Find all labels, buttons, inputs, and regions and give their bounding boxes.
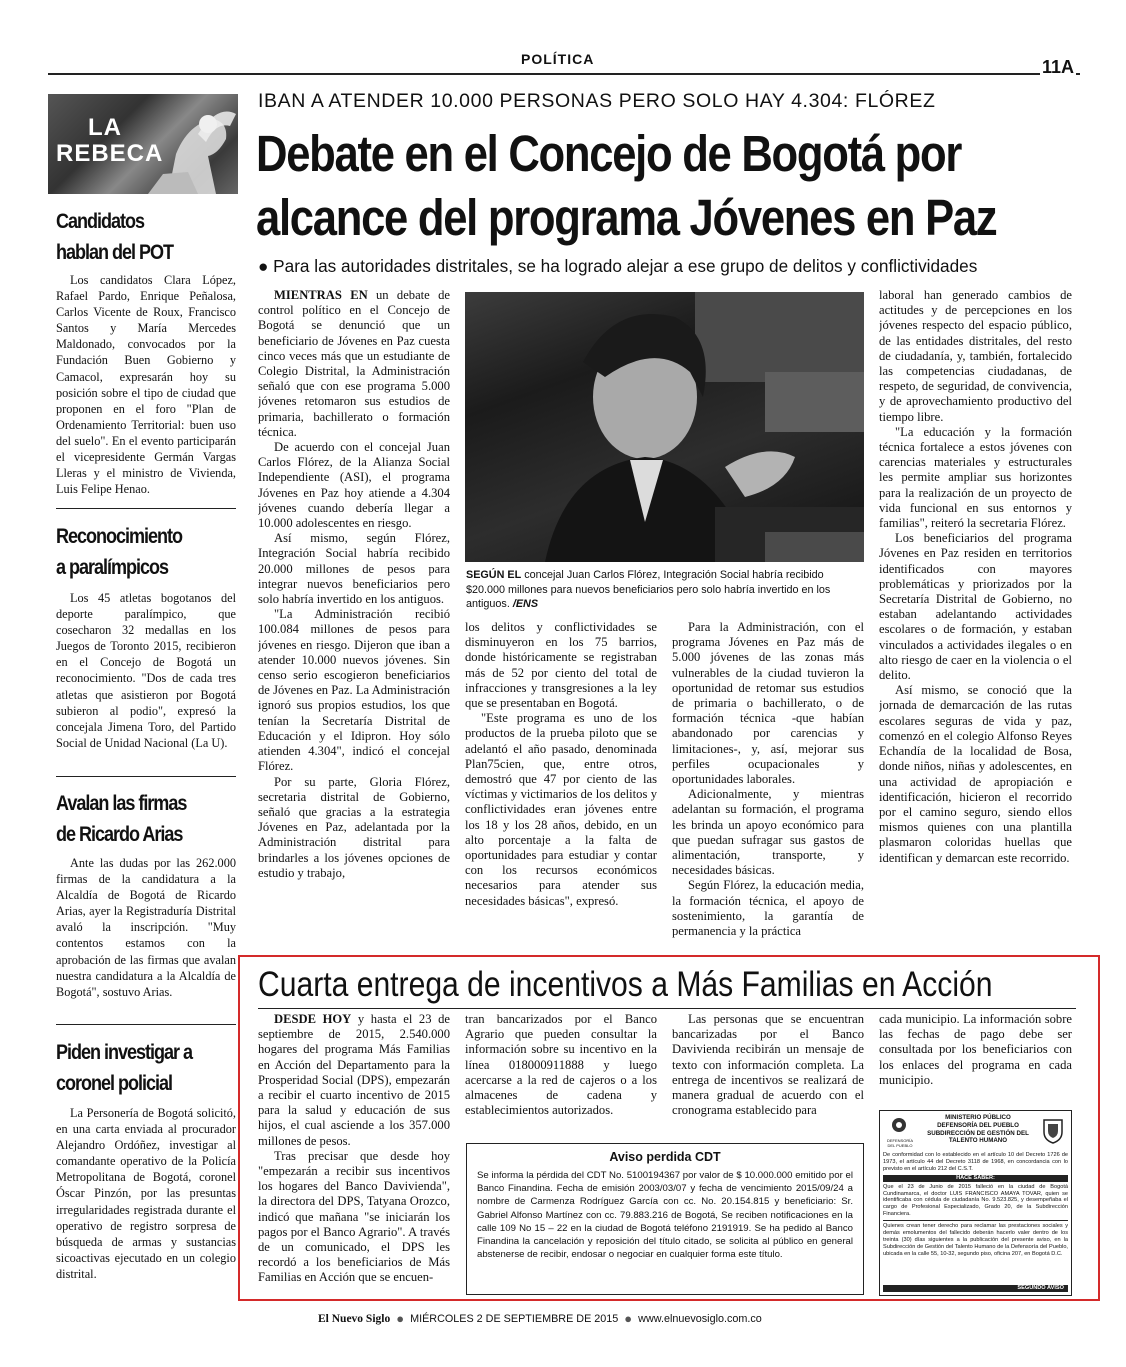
paper-name: El Nuevo Siglo xyxy=(318,1312,391,1325)
speaker-photo-icon xyxy=(465,292,864,562)
sidebar-item-title: Candidatos xyxy=(56,210,145,233)
paragraph: Tras precisar que desde hoy "empezarán a recibir sus incentivos los hogares del Banco Davivienda", la directora del DPS, Tatyana Orozco, indicó que mañana "se iniciarán los pagos por el Banco Agrario". A través de un comunicado, el DPS les recordó a los beneficiarios de Más Familias en Acción que se encuen- xyxy=(258,1148,450,1285)
sidebar-item-title: de Ricardo Arias xyxy=(56,823,183,846)
sidebar-item-body: Ante las dudas por las 262.000 firmas de la candidatura a la Alcaldía de Bogotá de Ricardo Arias, ayer la Registraduría Distrital avaló la inscripción. "Muy contentos estamos con la aprobación de las firmas que avalan nuestra candidatura a la Alcaldía de Bogotá", sostuvo Arias. xyxy=(56,856,236,999)
paragraph: Las personas que se encuentran bancarizadas por el Banco Davivienda recibirán un mensaje de texto con información completa. La entrega de incentivos se realizará de manera gradual de acuerdo con el cronograma establecido para xyxy=(672,1012,864,1118)
paragraph: De acuerdo con el concejal Juan Carlos Flórez, de la Alianza Social Independiente (ASI), el programa Jóvenes en Paz hoy atiende a 4.304 jóvenes cuando debería llegar a 10.000 adolescentes en riesgo. xyxy=(258,440,450,531)
colombia-seal-icon xyxy=(1040,1116,1066,1144)
sidebar-item-title: hablan del POT xyxy=(56,241,174,264)
cdt-notice xyxy=(466,1143,864,1295)
logo-text-la: LA xyxy=(88,114,122,141)
paragraph: "La Administración recibió 100.084 millones de pesos para jóvenes en riesgo. Dijeron que iban a atender 10.000 nuevos jóvenes. Sin censo serio escogieron beneficiarios de Jóvenes en Paz. La Administración ignoró sus propios estudios, los que tenían la Secretaría Distrital de Educación y el Idipron. Hoy sólo atienden 4.304", indicó el concejal Flórez. xyxy=(258,607,450,774)
notice-intro: De conformidad con lo establecido en el artículo 10 del Decreto 1726 de 1973, el artículo 44 del Decreto 3118 de 1968, en concordancia con lo previsto en el artículo 212 del C.S.T. xyxy=(883,1152,1068,1172)
sidebar-item-title: Reconocimiento xyxy=(56,525,183,548)
logo-label: DEFENSORÍA DEL PUEBLO xyxy=(886,1138,913,1148)
paragraph: "La educación y la formación técnica fortalece a estos jóvenes con carencias materiales y estructurales les permite ampliar sus horizontes para la realización de un proyecto de vida funcional en sus entornos y familias", reiteró la secretaria Flórez. xyxy=(879,424,1072,531)
paragraph: cada municipio. La información sobre las fechas de pago debe ser consultada por los beneficiarios con los enlaces del programa en cada municipio. xyxy=(879,1012,1072,1087)
sidebar-item-body: Los candidatos Clara López, Rafael Pardo, Enrique Peñalosa, Carlos Vicente de Roux, Francisco Santos y María Mercedes Maldonado, convocados por la Fundación Buen Gobierno y Camacol, expresarán hoy su posición sobre el tipo de ciudad que proponen en el foro "Plan de Ordenamiento Territorial: buen uso del suelo". En el evento participarán el vicepresidente Germán Vargas Lleras y el ministro de Vivienda, Luis Felipe Henao. xyxy=(56,273,236,497)
paragraph: Así mismo, se conoció que la jornada de demarcación de las rutas escolares seguras de vida y paz, comenzó en el colegio Alfonso Reyes Echandía de la localidad de Bosa, donde niños, niñas y adolescentes, en una actividad de apropiación e identificación, hicieron el recorrido por el camino seguro, siendo ellos mismos quienes con una plantilla plasmaron coloridas huellas que identifican y demarcan este recorrido. xyxy=(879,683,1072,865)
sidebar-item-arias xyxy=(56,788,236,850)
paragraph: "Este programa es uno de los productos de la prueba piloto que se adelantó el año pasado, denominada Plan75cien, que, entre otros, demostró que 47 por ciento de las víctimas y victimarios de los delitos y conflictividades eran jóvenes entre los 18 y los 28 años, debido, en un alto porcentaje a la falta de oportunidades para estudiar y contar con los recursos económicos necesarios para atender sus necesidades básicas", expresó. xyxy=(465,711,657,908)
paragraph: Adicionalmente, y mientras adelantan su formación, el programa les brinda un apoyo económico para que puedan sufragar sus gastos de alimentación, transporte, y necesidades básicas. xyxy=(672,787,864,878)
sidebar-divider xyxy=(56,776,236,777)
box-column-2 xyxy=(465,1012,657,1132)
subhead xyxy=(258,256,977,277)
headline-line-2: alcance del programa Jóvenes en Paz xyxy=(256,189,997,246)
paragraph: Según Flórez, la educación media, la formación técnica, el apoyo de sostenimiento, la garantía de permanencia y la práctica xyxy=(672,878,864,939)
dot-icon: ● xyxy=(396,1311,405,1326)
footer-website: www.elnuevosiglo.com.co xyxy=(638,1312,762,1325)
caption-lead: SEGÚN EL xyxy=(466,569,522,581)
box-column-3 xyxy=(672,1012,864,1132)
paragraph: Así mismo, según Flórez, Integración Social habría recibido 20.000 millones de pesos para integrar nuevos beneficiarios pero solo habría invertido en los antiguos. xyxy=(258,531,450,607)
box-rule xyxy=(258,1008,1076,1009)
paragraph: laboral han generado cambios de actitudes y de percepciones en los jóvenes respecto del espacio público, de las entidades distritales, del resto de ciudadanía, y, también, fortalecido las competencias ciudadanas, de respeto, de seguridad, de convivencia, y de aprovechamiento productivo del tiempo libre. xyxy=(879,288,1072,424)
lead-in: MIENTRAS EN xyxy=(274,288,368,302)
sidebar-item-paralimpicos xyxy=(56,521,236,583)
notice-header: MINISTERIO PÚBLICO xyxy=(945,1114,1011,1121)
notice-paragraph: Quienes crean tener derecho para reclamar las prestaciones sociales y demás emolumentos del fallecido deberán hacerlo valer dentro de los treinta (30) días siguientes a la publicación del presente aviso, en la Subdirección de Gestión del Talento Humano de la Defensoría del Pueblo, ubicada en la calle 55, 10-32, segundo piso, oficina 207, en Bogotá D.C. xyxy=(883,1223,1068,1257)
bullet-icon: ● xyxy=(258,256,269,276)
kicker: IBAN A ATENDER 10.000 PERSONAS PERO SOLO HAY 4.304: FLÓREZ xyxy=(258,90,936,112)
paragraph: los delitos y conflictividades se disminuyeron en los 75 barrios, donde históricamente se registraban más de 52 por ciento del total de infracciones y transgresiones a la ley que se presentaban en Bogotá. xyxy=(465,620,657,711)
page-footer xyxy=(318,1311,762,1326)
sidebar-item-body: Los 45 atletas bogotanos del deporte paralímpico, que cosecharon 32 medallas en los Juegos de Toronto 2015, recibieron en el Concejo de Bogotá un reconocimiento. "Dos de cada tres atletas que asistieron por Bogotá subieron al podio", expresó la concejala Jimena Toro, del Partido Social de Unidad Nacional (La U). xyxy=(56,591,236,750)
paragraph: y hasta el 23 de septiembre de 2015, 2.540.000 hogares del programa Más Familias en Acción del Departamento para la Prosperidad Social (DPS), empezarán a recibir el cuarto incentivo de 2015 para la salud y educación de sus hijos, el cual asciende a los 357.000 millones de pesos. xyxy=(258,1012,450,1148)
hace-saber: HACE SABER: xyxy=(883,1175,1068,1182)
footer-date: MIÉRCOLES 2 DE SEPTIEMBRE DE 2015 xyxy=(410,1312,619,1325)
paragraph: Los beneficiarios del programa Jóvenes en Paz residen en territorios identificados con mayores problemáticas y priorizados por la Secretaría Distrital de Gobierno, no estaban adelantando actividades escolares o de formación, y estaban vinculados a actividades ilegales o en alto riesgo de caer en la violencia o el delito. xyxy=(879,531,1072,683)
lead-in: DESDE HOY xyxy=(274,1012,352,1026)
notice-paragraph: Que el 23 de Junio de 2015 falleció en la ciudad de Bogotá Cundinamarca, el doctor LUIS FRANCISCO AMAYA TOVAR, quien se identificaba con cédula de ciudadanía No. 9.523.825, y desempeñaba el cargo de Profesional Especializado, Grado 20, de la Subdirección Financiera. xyxy=(883,1183,1068,1218)
article-photo xyxy=(465,292,864,562)
article-column-2 xyxy=(465,620,657,946)
box-column-1 xyxy=(258,1012,450,1297)
section-label: POLÍTICA xyxy=(521,51,595,67)
cdt-body: Se informa la pérdida del CDT No. 5100194367 por valor de $ 10.000.000 emitido por el Banco Finandina. Fecha de emisión 2003/03/07 y fecha de vencimiento 2015/09/24 a nombre de Carmenza Rodríguez García con cc. No. 20.154.815 y beneficiario: Sr. Gabriel Alfonso Martínez con cc. 79.883.216 de Bogotá, Se reciben notificaciones en la calle 109 No 15 – 22 en la ciudad de Bogotá teléfono 2191919. Se ha pedido al Banco Finandina la cancelación y reposición del título citado, se solicita al público en general abstenerse de recibir, endosar o negociar en cualquier forma este título. xyxy=(477,1170,853,1261)
sidebar-item-title: a paralímpicos xyxy=(56,556,169,579)
sidebar-item-title: coronel policial xyxy=(56,1072,172,1095)
photo-caption xyxy=(466,568,864,612)
paragraph: Para la Administración, con el programa Jóvenes en Paz más de 5.000 jóvenes de las zonas más vulnerables de la ciudad tuvieron la oportunidad de retomar sus estudios de primaria o bachillerato, o de formación técnica -que habían abandonado por carencias y limitaciones-, y, así, mejorar sus perfiles ocupacionales y oportunidades laborales. xyxy=(672,620,864,787)
page-number: 11A xyxy=(1042,57,1075,77)
sidebar-item-title: Avalan las firmas xyxy=(56,792,187,815)
caption-text: concejal Juan Carlos Flórez, Integración Social habría recibido $20.000 millones para nuevos beneficiarios pero solo habría invertido en los antiguos. xyxy=(466,569,831,610)
notice-header: SUBDIRECCIÓN DE GESTIÓN DEL xyxy=(927,1129,1029,1137)
sidebar-item-pot xyxy=(56,206,236,268)
logo-text-rebeca: REBECA xyxy=(56,140,164,167)
article-column-4 xyxy=(879,288,1072,948)
paragraph: un debate de control político en el Concejo de Bogotá se denunció que un beneficiario de Jóvenes en Paz cuesta cinco veces más que un estudiante de Colegio Distrital, la Administración señaló que con ese programa 5.000 jóvenes retomaron sus estudios de primaria, bachillerato o formación técnica. xyxy=(258,288,450,439)
paragraph: tran bancarizados por el Banco Agrario que pueden consultar la información sobre su incentivo en la línea 018000911888 y luego acercarse a la red de cajeros o a los almacenes de cadena y establecimientos autorizados. xyxy=(465,1012,657,1118)
box-headline: Cuarta entrega de incentivos a Más Familias en Acción xyxy=(258,965,993,1004)
notice-header: TALENTO HUMANO xyxy=(948,1137,1008,1145)
notice-footer: SEGUNDO AVISO xyxy=(883,1285,1068,1292)
sidebar-item-title: Piden investigar a xyxy=(56,1041,193,1064)
photo-credit: /ENS xyxy=(509,598,539,610)
sidebar-logo xyxy=(48,94,238,194)
notice-header: DEFENSORÍA DEL PUEBLO xyxy=(937,1121,1019,1129)
legal-notice xyxy=(879,1110,1072,1296)
defensoria-logo-icon xyxy=(885,1116,913,1138)
box-column-4 xyxy=(879,1012,1072,1102)
sidebar-item-coronel xyxy=(56,1037,236,1099)
article-column-1 xyxy=(258,288,450,948)
sidebar-divider xyxy=(56,508,236,509)
headline-line-1: Debate en el Concejo de Bogotá por xyxy=(256,125,962,182)
notice-divider xyxy=(883,1220,1068,1221)
header-rule xyxy=(48,73,1080,75)
headline xyxy=(256,122,996,250)
sidebar-divider xyxy=(56,1024,236,1025)
cdt-title: Aviso perdida CDT xyxy=(609,1150,721,1164)
article-column-3 xyxy=(672,620,864,946)
subhead-text: Para las autoridades distritales, se ha logrado alejar a ese grupo de delitos y conflictividades xyxy=(273,256,978,276)
paragraph: Por su parte, Gloria Flórez, secretaria distrital de Gobierno, señaló que gracias a la estrategia Jóvenes en Paz, adelantada por la Administración distrital para brindarles a los jóvenes opciones de estudio y trabajo, xyxy=(258,774,450,880)
dot-icon: ● xyxy=(624,1311,633,1326)
sidebar-item-body: La Personería de Bogotá solicitó, en una carta enviada al procurador Alejandro Ordóñez, investigar al comandante operativo de la Policía Metropolitana de Bogotá, coronel Óscar Pinzón, por las presuntas irregularidades registrada durante el operativo de registro sorpresa de búsqueda de armas y sustancias sicoactivas ejecutado en un colegio distrital. xyxy=(56,1106,236,1281)
